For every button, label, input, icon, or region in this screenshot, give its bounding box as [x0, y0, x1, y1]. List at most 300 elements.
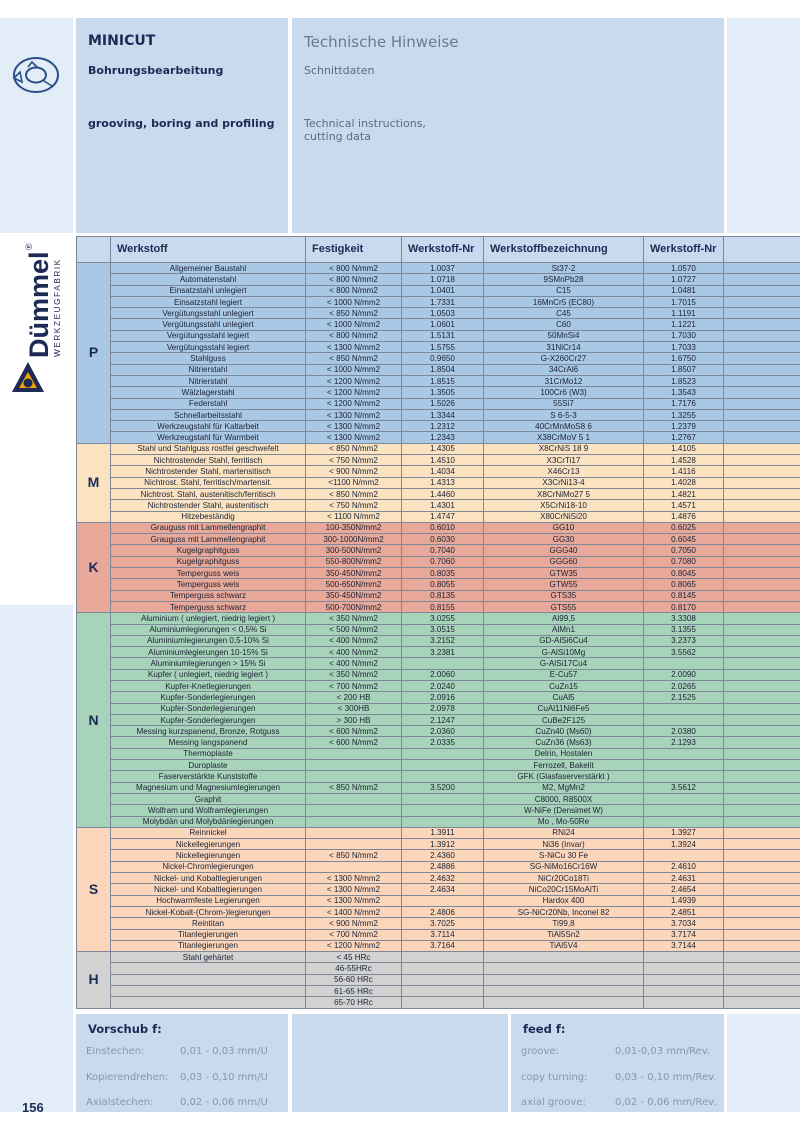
- cell-strength: < 850 N/mm2: [306, 850, 402, 861]
- cell-strength: [306, 760, 402, 771]
- cell-strength: < 900 N/mm2: [306, 918, 402, 929]
- cell-material-number-2: 3.7174: [644, 929, 724, 940]
- cell-designation: Ferrozell, Bakelit: [484, 760, 644, 771]
- cell-material-number-2: 1.1221: [644, 319, 724, 330]
- cell-blank: [724, 669, 800, 680]
- cell-blank: [724, 647, 800, 658]
- table-row: [77, 443, 800, 454]
- cell-material-number: 1.4747: [402, 511, 484, 522]
- cell-material: Kupfer-Knetlegierungen: [111, 680, 306, 691]
- cell-material: Kugelgraphitguss: [111, 556, 306, 567]
- cell-material: Graphit: [111, 793, 306, 804]
- cell-designation: CuZn40 (Ms60): [484, 726, 644, 737]
- cell-material-number: 2.4632: [402, 873, 484, 884]
- cell-material-number-2: 1.0481: [644, 285, 724, 296]
- table-row: [77, 703, 800, 714]
- material-table: [76, 236, 800, 1009]
- cell-blank: [724, 432, 800, 443]
- cell-material-number-2: 1.2379: [644, 421, 724, 432]
- cell-designation: C8000, R8500X: [484, 793, 644, 804]
- cell-material-number: 1.5755: [402, 342, 484, 353]
- cell-material-number: 1.4510: [402, 455, 484, 466]
- group-label: S: [77, 827, 111, 951]
- table-row: [77, 534, 800, 545]
- cell-blank: [724, 500, 800, 511]
- cell-material-number: 0.6010: [402, 522, 484, 533]
- brand-subtitle: WERKZEUGFABRIK: [53, 258, 62, 357]
- cell-designation: GTW55: [484, 579, 644, 590]
- group-m: [77, 443, 800, 522]
- cell-material: Temperguss weis: [111, 579, 306, 590]
- cell-material: Nickel- und Kobaltlegierungen: [111, 884, 306, 895]
- cell-material-number-2: 1.3924: [644, 839, 724, 850]
- footer-right-panel: [727, 1014, 800, 1112]
- table-row: [77, 805, 800, 816]
- header-material: Werkstoff: [111, 237, 306, 263]
- cell-strength: < 1100 N/mm2: [306, 511, 402, 522]
- cell-material: Faserverstärkte Kunststoffe: [111, 771, 306, 782]
- cell-material-number-2: [644, 974, 724, 985]
- table-row: [77, 827, 800, 838]
- cell-strength: < 45 HRc: [306, 952, 402, 963]
- cell-material-number-2: 0.8065: [644, 579, 724, 590]
- header-section-panel: [292, 18, 724, 233]
- cell-strength: [306, 771, 402, 782]
- cell-strength: [306, 805, 402, 816]
- cell-material-number: 1.4305: [402, 443, 484, 454]
- table-row: [77, 782, 800, 793]
- cell-designation: Ni36 (Invar): [484, 839, 644, 850]
- cell-designation: 34CrAl6: [484, 364, 644, 375]
- cell-material-number: 1.5026: [402, 398, 484, 409]
- cell-material-number: 2.0360: [402, 726, 484, 737]
- cell-blank: [724, 443, 800, 454]
- feed-panel-de: [76, 1014, 288, 1112]
- cell-blank: [724, 308, 800, 319]
- cell-designation: TiAl5Sn2: [484, 929, 644, 940]
- table-row: [77, 590, 800, 601]
- cell-material-number-2: 1.7033: [644, 342, 724, 353]
- cell-material-number-2: 0.8170: [644, 601, 724, 612]
- table-row: [77, 873, 800, 884]
- cell-designation: 100Cr6 (W3): [484, 387, 644, 398]
- cell-designation: 31CrMo12: [484, 375, 644, 386]
- cell-blank: [724, 861, 800, 872]
- table-row: [77, 455, 800, 466]
- cell-strength: < 1200 N/mm2: [306, 940, 402, 951]
- group-label: H: [77, 952, 111, 1008]
- feed-value-en-axial: 0,02 - 0,06 mm/Rev.: [615, 1097, 717, 1108]
- cell-designation: GGG60: [484, 556, 644, 567]
- cell-material-number: 1.0401: [402, 285, 484, 296]
- cell-material: Thermoplaste: [111, 748, 306, 759]
- cell-designation: G-X260Cr27: [484, 353, 644, 364]
- cell-material-number-2: 2.0380: [644, 726, 724, 737]
- feed-label-de-axial: Axialstechen:: [86, 1097, 154, 1108]
- section-subtitle-en-line1: Technical instructions,: [304, 117, 426, 130]
- cell-strength: [306, 748, 402, 759]
- product-subtitle-de: Bohrungsbearbeitung: [88, 64, 224, 77]
- cell-blank: [724, 534, 800, 545]
- cell-material-number: 3.7025: [402, 918, 484, 929]
- cell-designation: X38CrMoV 5 1: [484, 432, 644, 443]
- table-row: [77, 579, 800, 590]
- cell-material: Kupfer-Sonderlegierungen: [111, 703, 306, 714]
- cell-strength: < 850 N/mm2: [306, 782, 402, 793]
- cell-blank: [724, 319, 800, 330]
- cell-designation: CuBe2F125: [484, 714, 644, 725]
- cell-strength: < 350 N/mm2: [306, 669, 402, 680]
- cell-material-number-2: [644, 760, 724, 771]
- cell-designation: X3CrTi17: [484, 455, 644, 466]
- cell-material: Reintitan: [111, 918, 306, 929]
- cell-material: Nickellegierungen: [111, 850, 306, 861]
- cell-designation: 16MnCr5 (EC80): [484, 296, 644, 307]
- cell-material-number: 2.4886: [402, 861, 484, 872]
- table-row: [77, 884, 800, 895]
- feed-label-en-copy: copy turning:: [521, 1072, 588, 1083]
- table-row: [77, 940, 800, 951]
- cell-material: Titanlegierungen: [111, 929, 306, 940]
- cell-blank: [724, 624, 800, 635]
- group-label: N: [77, 613, 111, 828]
- feed-value-en-copy: 0,03 - 0,10 mm/Rev.: [615, 1072, 717, 1083]
- cell-strength: < 1200 N/mm2: [306, 387, 402, 398]
- table-row: [77, 601, 800, 612]
- table-row: [77, 375, 800, 386]
- cell-material-number-2: 1.3543: [644, 387, 724, 398]
- cell-material-number: 3.2152: [402, 635, 484, 646]
- cell-material-number: 2.0335: [402, 737, 484, 748]
- cell-blank: [724, 556, 800, 567]
- table-row: [77, 545, 800, 556]
- cell-material-number: [402, 816, 484, 827]
- feed-title-en: feed f:: [523, 1022, 566, 1036]
- cell-material-number-2: [644, 850, 724, 861]
- table-row: [77, 285, 800, 296]
- cell-material: Hitzebeständig: [111, 511, 306, 522]
- cell-blank: [724, 726, 800, 737]
- cell-blank: [724, 895, 800, 906]
- brand-mark-icon: [12, 362, 44, 392]
- cell-blank: [724, 782, 800, 793]
- table-row: [77, 635, 800, 646]
- cell-strength: < 600 N/mm2: [306, 737, 402, 748]
- cell-strength: < 1300 N/mm2: [306, 421, 402, 432]
- table-row: [77, 974, 800, 985]
- cell-blank: [724, 375, 800, 386]
- cell-designation: NiCr20Co18Ti: [484, 873, 644, 884]
- cell-material-number: [402, 986, 484, 997]
- group-p: [77, 263, 800, 444]
- cell-material-number-2: 3.7144: [644, 940, 724, 951]
- cell-blank: [724, 590, 800, 601]
- cell-material: Wolfram und Wolframlegierungen: [111, 805, 306, 816]
- cell-material: Messing langspanend: [111, 737, 306, 748]
- cell-strength: 300-500N/mm2: [306, 545, 402, 556]
- cell-material-number: [402, 748, 484, 759]
- cell-strength: < 400 N/mm2: [306, 647, 402, 658]
- cell-material: Temperguss schwarz: [111, 601, 306, 612]
- cell-material: Hochwarmfeste Legierungen: [111, 895, 306, 906]
- cell-strength: 61-65 HRc: [306, 986, 402, 997]
- cell-material-number-2: 1.1191: [644, 308, 724, 319]
- cell-material-number: 1.3344: [402, 409, 484, 420]
- cell-material-number: [402, 805, 484, 816]
- cell-material-number: 2.0916: [402, 692, 484, 703]
- cell-strength: 100-350N/mm2: [306, 522, 402, 533]
- cell-material: Aluminiumlegierungen > 15% Si: [111, 658, 306, 669]
- cell-material-number: 2.4634: [402, 884, 484, 895]
- cell-material-number: 1.0503: [402, 308, 484, 319]
- cell-strength: < 1400 N/mm2: [306, 906, 402, 917]
- cell-material: [111, 986, 306, 997]
- cell-material-number-2: 1.8523: [644, 375, 724, 386]
- cell-blank: [724, 963, 800, 974]
- section-subtitle-de: Schnittdaten: [304, 64, 375, 77]
- cell-designation: CuZn15: [484, 680, 644, 691]
- cell-material: [111, 974, 306, 985]
- cell-strength: < 850 N/mm2: [306, 488, 402, 499]
- cell-blank: [724, 387, 800, 398]
- cell-material-number: 1.4460: [402, 488, 484, 499]
- table-row: [77, 477, 800, 488]
- cell-designation: W-NiFe (Densimet W): [484, 805, 644, 816]
- cell-material-number: 3.7164: [402, 940, 484, 951]
- cell-material-number-2: 3.3308: [644, 613, 724, 624]
- cell-strength: < 1300 N/mm2: [306, 409, 402, 420]
- cell-material-number-2: 1.4571: [644, 500, 724, 511]
- cell-designation: NiCo20Cr15MoAlTi: [484, 884, 644, 895]
- cell-strength: 350-450N/mm2: [306, 590, 402, 601]
- cell-material-number-2: [644, 986, 724, 997]
- cell-material: Aluminiumlegierungen 0,5-10% Si: [111, 635, 306, 646]
- cell-material-number-2: 0.6025: [644, 522, 724, 533]
- cell-strength: [306, 793, 402, 804]
- brand-name: Dümmel: [24, 251, 54, 358]
- cell-material: Kugelgraphitguss: [111, 545, 306, 556]
- cell-designation: GTW35: [484, 568, 644, 579]
- table-row: [77, 680, 800, 691]
- cell-designation: Mo , Mo-50Re: [484, 816, 644, 827]
- cell-material: Automatenstahl: [111, 274, 306, 285]
- cell-blank: [724, 398, 800, 409]
- cell-strength: < 200 HB: [306, 692, 402, 703]
- cell-material-number-2: 1.7015: [644, 296, 724, 307]
- cell-strength: < 850 N/mm2: [306, 308, 402, 319]
- table-row: [77, 421, 800, 432]
- cell-material: Nichtrost. Stahl, ferritisch/martensit.: [111, 477, 306, 488]
- cell-material-number: [402, 793, 484, 804]
- table-row: [77, 737, 800, 748]
- table-row: [77, 624, 800, 635]
- table-row: [77, 839, 800, 850]
- header-group-cell: [77, 237, 111, 263]
- table-row: [77, 963, 800, 974]
- cell-material-number: 1.2312: [402, 421, 484, 432]
- cell-strength: < 900 N/mm2: [306, 466, 402, 477]
- table-row: [77, 771, 800, 782]
- table-row: [77, 296, 800, 307]
- cell-strength: < 800 N/mm2: [306, 330, 402, 341]
- cell-designation: CuAl11Ni6Fe5: [484, 703, 644, 714]
- cell-blank: [724, 850, 800, 861]
- cell-designation: X46Cr13: [484, 466, 644, 477]
- table-row: [77, 726, 800, 737]
- cell-material-number: [402, 963, 484, 974]
- cell-material-number: 1.3505: [402, 387, 484, 398]
- cell-material: Nickel-Chromlegierungen: [111, 861, 306, 872]
- cell-designation: Al99,5: [484, 613, 644, 624]
- table-row: [77, 647, 800, 658]
- cell-strength: 350-450N/mm2: [306, 568, 402, 579]
- feed-value-de-axial: 0,02 - 0,06 mm/U: [180, 1097, 268, 1108]
- cell-material-number: 2.0240: [402, 680, 484, 691]
- feed-panel-en: [511, 1014, 724, 1112]
- cell-material-number-2: 2.4851: [644, 906, 724, 917]
- section-subtitle-en-line2: cutting data: [304, 130, 371, 143]
- cell-designation: GFK (Glasfaserverstärkt ): [484, 771, 644, 782]
- cell-material-number: 1.2343: [402, 432, 484, 443]
- cell-material-number-2: 2.4610: [644, 861, 724, 872]
- cell-material: Nickellegierungen: [111, 839, 306, 850]
- cell-designation: 55Si7: [484, 398, 644, 409]
- cell-material-number: 0.8035: [402, 568, 484, 579]
- cell-blank: [724, 568, 800, 579]
- cell-material: Temperguss schwarz: [111, 590, 306, 601]
- cell-material-number-2: 1.4528: [644, 455, 724, 466]
- cell-material-number-2: 2.0265: [644, 680, 724, 691]
- brand-logo: [4, 240, 70, 400]
- group-n: [77, 613, 800, 828]
- cell-material-number: [402, 952, 484, 963]
- cell-material-number-2: 1.7176: [644, 398, 724, 409]
- cell-material-number-2: [644, 805, 724, 816]
- cell-material: Temperguss weis: [111, 568, 306, 579]
- table-row: [77, 556, 800, 567]
- table-row: [77, 342, 800, 353]
- cell-material-number: 0.7060: [402, 556, 484, 567]
- cell-strength: > 300 HB: [306, 714, 402, 725]
- table-row: [77, 929, 800, 940]
- cell-blank: [724, 816, 800, 827]
- cell-strength: 500-650N/mm2: [306, 579, 402, 590]
- cell-material: Werkzeugstahl für Kaltarbeit: [111, 421, 306, 432]
- cell-material-number-2: [644, 714, 724, 725]
- table-row: [77, 692, 800, 703]
- table-row: [77, 319, 800, 330]
- cell-material: [111, 963, 306, 974]
- grooving-tool-icon: [8, 52, 64, 98]
- cell-blank: [724, 929, 800, 940]
- cell-material-number: [402, 760, 484, 771]
- cell-blank: [724, 884, 800, 895]
- cell-blank: [724, 658, 800, 669]
- cell-blank: [724, 545, 800, 556]
- cell-material-number: 1.5131: [402, 330, 484, 341]
- table-row: [77, 466, 800, 477]
- cell-designation: GTS55: [484, 601, 644, 612]
- cell-blank: [724, 296, 800, 307]
- cell-material-number-2: 3.5562: [644, 647, 724, 658]
- cell-designation: E-Cu57: [484, 669, 644, 680]
- cell-blank: [724, 906, 800, 917]
- header-blank: [724, 237, 800, 263]
- cell-material-number-2: 0.7050: [644, 545, 724, 556]
- cell-material-number-2: 3.1355: [644, 624, 724, 635]
- cell-designation: GG30: [484, 534, 644, 545]
- cell-material-number-2: 1.8507: [644, 364, 724, 375]
- cell-blank: [724, 364, 800, 375]
- cell-blank: [724, 409, 800, 420]
- cell-designation: S 6-5-3: [484, 409, 644, 420]
- cell-material-number-2: 1.0727: [644, 274, 724, 285]
- cell-material-number-2: 0.7080: [644, 556, 724, 567]
- cell-designation: Ti99,8: [484, 918, 644, 929]
- header-material-designation: Werkstoffbezeichnung: [484, 237, 644, 263]
- cell-material: Duroplaste: [111, 760, 306, 771]
- cell-material-number-2: 1.4876: [644, 511, 724, 522]
- group-s: [77, 827, 800, 951]
- cell-designation: 50MnSi4: [484, 330, 644, 341]
- cell-blank: [724, 839, 800, 850]
- cell-strength: < 700 N/mm2: [306, 680, 402, 691]
- cell-blank: [724, 274, 800, 285]
- feed-value-en-groove: 0,01-0,03 mm/Rev.: [615, 1046, 711, 1057]
- cell-material-number: 0.9650: [402, 353, 484, 364]
- table-row: [77, 895, 800, 906]
- left-margin-panel-lower: [0, 605, 73, 1112]
- cell-material: Reinnickel: [111, 827, 306, 838]
- cell-designation: G-AlSi17Cu4: [484, 658, 644, 669]
- header-strength: Festigkeit: [306, 237, 402, 263]
- cell-blank: [724, 748, 800, 759]
- cell-strength: [306, 839, 402, 850]
- cell-material-number-2: [644, 703, 724, 714]
- cell-material: Nichtrostender Stahl, austenitisch: [111, 500, 306, 511]
- cell-material-number: [402, 771, 484, 782]
- cell-material-number: 3.0255: [402, 613, 484, 624]
- table-row: [77, 432, 800, 443]
- cell-designation: SG-NiMo16Cr16W: [484, 861, 644, 872]
- cell-material-number: 0.8155: [402, 601, 484, 612]
- cell-material-number-2: 1.4939: [644, 895, 724, 906]
- cell-material: Federstahl: [111, 398, 306, 409]
- cell-designation: M2, MgMn2: [484, 782, 644, 793]
- cell-blank: [724, 601, 800, 612]
- table-row: [77, 658, 800, 669]
- cell-designation: SG-NiCr20Nb, Inconel 82: [484, 906, 644, 917]
- cell-material: Kupfer-Sonderlegierungen: [111, 692, 306, 703]
- table-row: [77, 330, 800, 341]
- table-row: [77, 263, 800, 274]
- cell-material: Stahlguss: [111, 353, 306, 364]
- cell-material: Stahl gehärtet: [111, 952, 306, 963]
- cell-strength: [306, 816, 402, 827]
- cell-strength: < 750 N/mm2: [306, 455, 402, 466]
- cell-material: Aluminiumlegierungen < 0,5% Si: [111, 624, 306, 635]
- cell-material: Wälzlagerstahl: [111, 387, 306, 398]
- cell-designation: X8CrNiMo27 5: [484, 488, 644, 499]
- header-product-panel: [76, 18, 288, 233]
- cell-designation: 31NiCr14: [484, 342, 644, 353]
- cell-material-number: 1.0601: [402, 319, 484, 330]
- cell-blank: [724, 613, 800, 624]
- cell-designation: C15: [484, 285, 644, 296]
- cell-material-number: 0.8135: [402, 590, 484, 601]
- cell-material-number-2: 1.4116: [644, 466, 724, 477]
- feed-label-de-copy: Kopierendrehen:: [86, 1072, 169, 1083]
